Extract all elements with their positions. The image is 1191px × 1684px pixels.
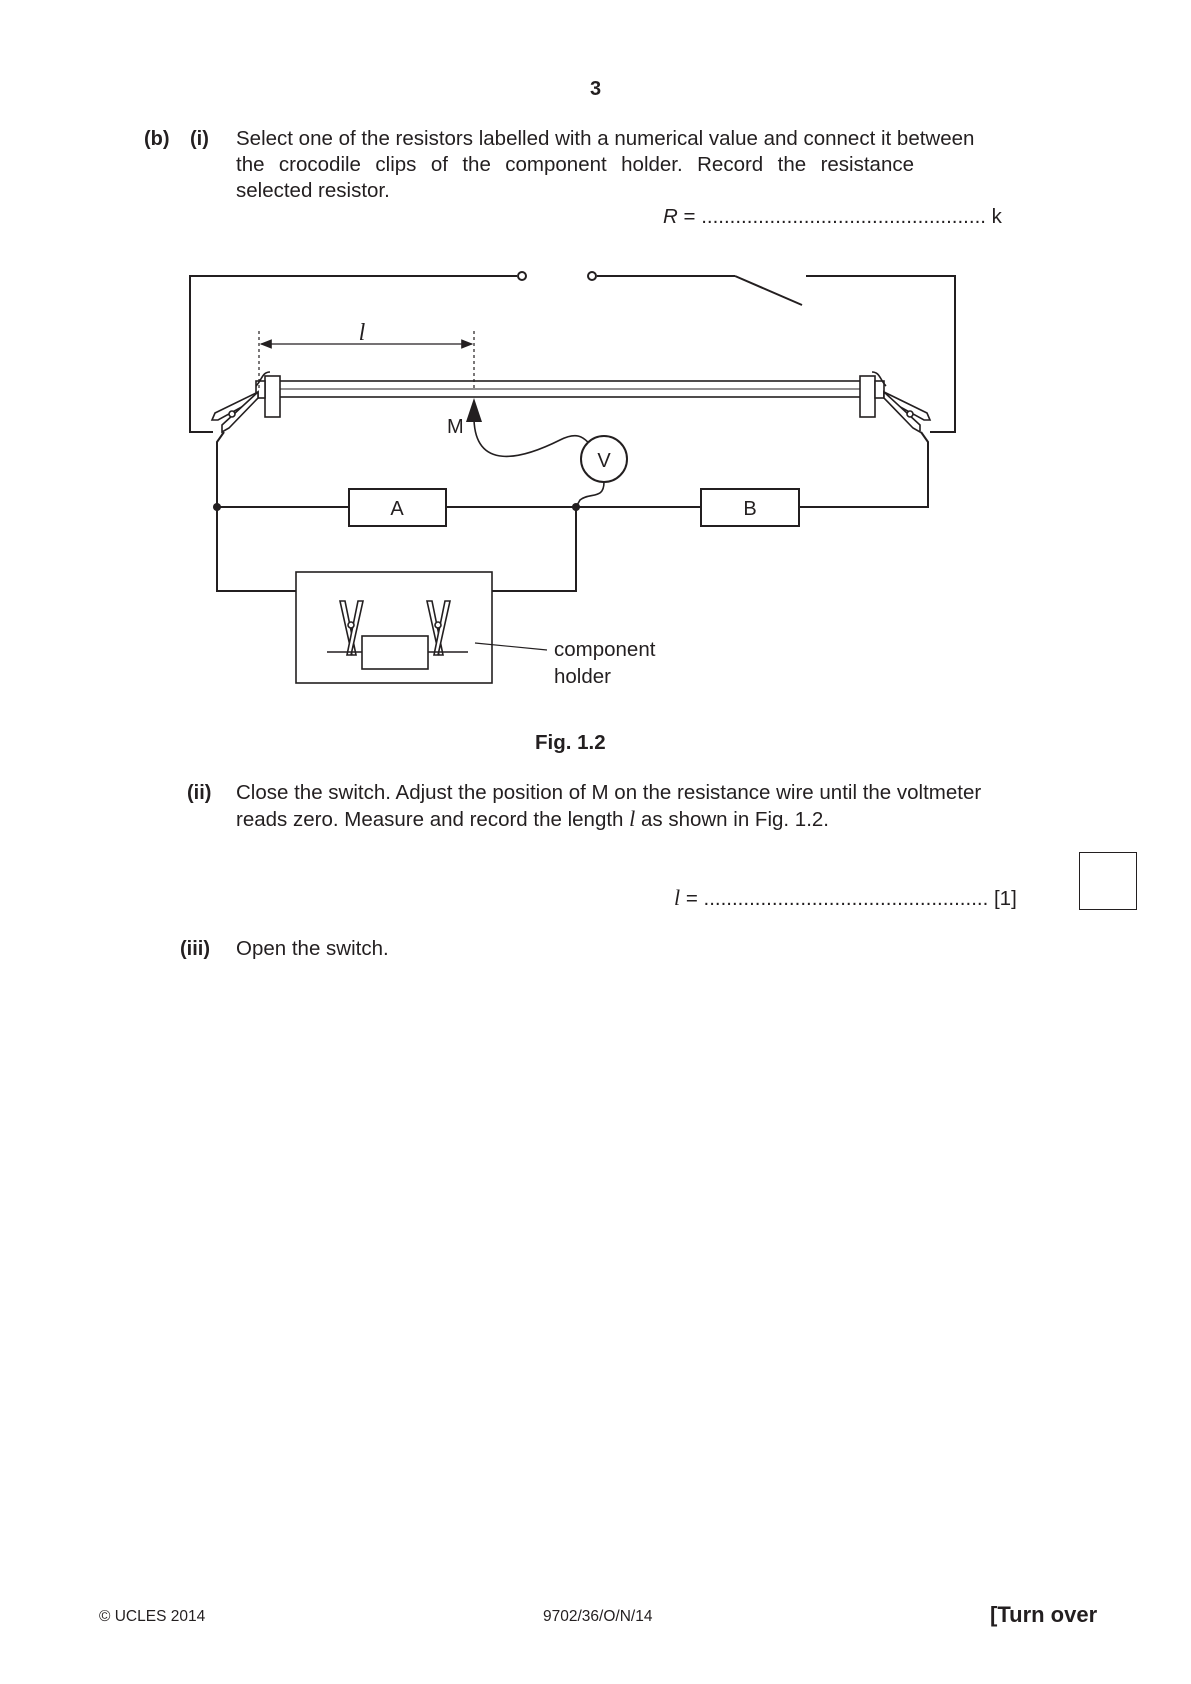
switch-terminal-left: [518, 272, 526, 280]
examiner-marks-box: [1079, 852, 1137, 910]
equals-sign: =: [677, 205, 702, 228]
sub-iii-text: Open the switch.: [236, 937, 389, 960]
sub-ii-line2: [236, 806, 981, 833]
sub-ii-text: [236, 780, 981, 833]
sub-i-line1: Select one of the resistors labelled with a numerical value and connect it between: [236, 127, 975, 150]
resistance-wire: [256, 376, 884, 417]
right-vertical-wire: [799, 432, 928, 507]
figure-caption: Fig. 1.2: [535, 731, 606, 754]
word: holder.: [621, 153, 683, 176]
sub-ii-line1: Close the switch. Adjust the position of M on the resistance wire until the voltmeter: [236, 781, 982, 804]
length-dimension: [259, 331, 474, 388]
sub-i-label: (i): [190, 128, 209, 150]
holder-pointer-line: [475, 643, 547, 650]
holder-label-line2: holder: [554, 665, 611, 688]
equals-sign: =: [680, 887, 704, 910]
holder-label-line1: component: [554, 638, 656, 661]
sub-iii-label: (iii): [180, 938, 210, 960]
paper-code: 9702/36/O/N/14: [543, 1608, 653, 1625]
holder-clips: [327, 601, 468, 669]
left-vertical-wire: [217, 432, 296, 591]
switch-terminal-right: [588, 272, 596, 280]
length-label: l: [358, 320, 366, 346]
word: Record: [697, 153, 764, 176]
probe-label: M: [447, 416, 464, 438]
junction-middle: [572, 503, 580, 511]
length-variable: l: [629, 806, 636, 831]
sub-ii-line2-start: reads zero. Measure and record the length: [236, 808, 630, 831]
answer-dots: ..................................................: [703, 887, 989, 910]
top-wire-far-right: [806, 276, 955, 432]
word: the: [462, 153, 491, 176]
part-b-label: (b): [144, 128, 170, 150]
word: clips: [375, 153, 417, 176]
word: resistance: [820, 153, 914, 176]
page-number: 3: [589, 78, 602, 100]
word: component: [505, 153, 607, 176]
sub-i-line3: selected resistor.: [236, 179, 390, 202]
circuit-diagram: [0, 0, 1191, 720]
length-answer-line[interactable]: [674, 885, 1017, 911]
switch-blade: [735, 276, 802, 305]
copyright: © UCLES 2014: [99, 1608, 206, 1625]
sub-ii-line2-end: as shown in Fig. 1.2.: [635, 808, 829, 831]
resistor-a-label: A: [390, 498, 404, 520]
marks-allocation: [1]: [988, 887, 1017, 910]
answer-dots: ..................................................: [701, 205, 986, 228]
word: of: [430, 153, 448, 176]
voltmeter-label: V: [597, 450, 611, 472]
length-answer-variable: l: [674, 885, 681, 910]
resistance-variable: R: [663, 205, 678, 228]
word: the: [236, 153, 265, 176]
junction-left: [213, 503, 221, 511]
word: crocodile: [278, 153, 361, 176]
word: the: [777, 153, 807, 176]
turn-over: [Turn over: [990, 1602, 1098, 1627]
sub-ii-label: (ii): [187, 782, 212, 804]
probe-m: [466, 398, 590, 456]
voltmeter-lead: [576, 482, 604, 507]
wire-to-holder-right: [492, 507, 576, 591]
resistance-unit: k: [985, 205, 1002, 228]
resistor-b-label: B: [743, 498, 757, 520]
